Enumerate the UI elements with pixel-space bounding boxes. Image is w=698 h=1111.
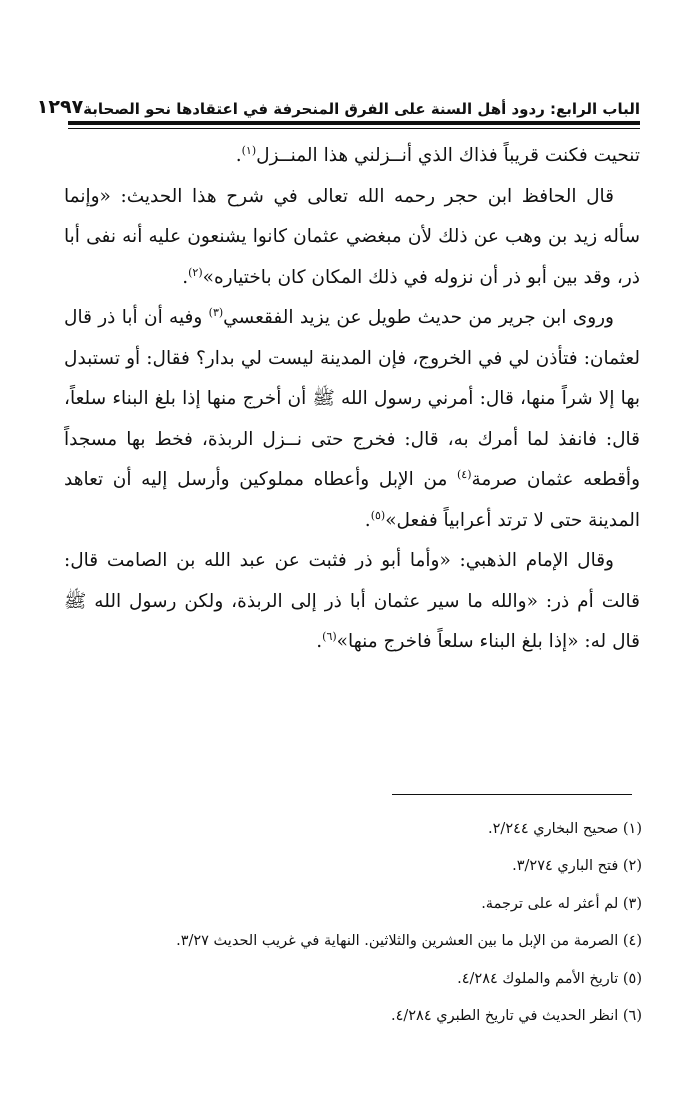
- paragraph-text: من الإبل وأعطاه مملوكين وأرسل إليه أن تعاهد المدينة حتى لا ترتد أعرابياً ففعل»: [64, 469, 640, 531]
- body-paragraph: [64, 298, 640, 541]
- paragraph-text: .: [235, 145, 242, 166]
- body-paragraph: [64, 541, 640, 663]
- paragraph-text: وفيه أن أبا ذر قال لعثمان: فتأذن لي في الخروج، فإن المدينة ليست لي بدار؟ فقال: أو تستبدل بها إلا شراً منها، قال: أمرني رسول الله ﷺ أن أخرج منها إذا بلغ البناء سلعاً، قال: فانفذ لما أمرك به، قال: فخرج حتى نــزل الربذة، فخط بها مسجداً وأقطعه عثمان صرمة: [64, 307, 641, 490]
- footnotes: [60, 811, 642, 1035]
- header-rule-thick: [68, 121, 640, 125]
- paragraph-text: قال الحافظ ابن حجر رحمه الله تعالى في شرح هذا الحديث: «وإنما سأله زيد بن وهب عن ذلك لأن مبغضي عثمان كانوا يشنعون عليه أنه نفى أبا ذر، وقد بين أبو ذر أن نزوله في ذلك المكان كان باختياره»: [64, 185, 640, 288]
- running-header: [36, 88, 640, 118]
- footnote-marker: (١): [241, 143, 257, 157]
- footnote-separator: [392, 794, 632, 795]
- paragraph-text: .: [316, 631, 323, 652]
- paragraph-text: .: [364, 509, 371, 531]
- footnote: (٤) الصرمة من الإبل ما بين العشرين والثلاثين. النهاية في غريب الحديث ٣/٢٧.: [176, 933, 642, 950]
- footnote-marker: (٢): [188, 265, 203, 279]
- paragraph-text: وروى ابن جرير من حديث طويل عن يزيد الفقعسي: [223, 307, 614, 328]
- footnote: (١) صحيح البخاري ٢/٢٤٤.: [488, 821, 642, 837]
- footnote-marker: (٣): [208, 305, 224, 319]
- header-rule-thin: [68, 128, 640, 129]
- footnote: (٢) فتح الباري ٣/٢٧٤.: [512, 858, 642, 875]
- page-number: ١٢٩٧: [36, 96, 84, 118]
- body-paragraph: [64, 177, 640, 299]
- chapter-title: الباب الرابع: ردود أهل السنة على الفرق المنحرفة في اعتقادها نحو الصحابة: [83, 100, 640, 118]
- footnote: (٥) تاريخ الأمم والملوك ٤/٢٨٤.: [457, 970, 642, 987]
- body-text: [64, 136, 640, 663]
- paragraph-text: .: [182, 266, 189, 288]
- footnote-marker: (٦): [322, 629, 337, 643]
- paragraph-text: تنحيت فكنت قريباً فذاك الذي أنــزلني هذا المنــزل: [256, 145, 640, 166]
- footnote: (٦) انظر الحديث في تاريخ الطبري ٤/٢٨٤.: [390, 1008, 642, 1025]
- footnote-marker: (٥): [370, 508, 386, 522]
- footnote-marker: (٤): [457, 467, 472, 481]
- footnote: (٣) لم أعثر له على ترجمة.: [481, 895, 642, 912]
- paragraph-text: وقال الإمام الذهبي: «وأما أبو ذر فثبت عن عبد الله بن الصامت قال: قالت أم ذر: «والله ما سير عثمان أبا ذر إلى الربذة، ولكن رسول الله ﷺ قال له: «إذا بلغ البناء سلعاً فاخرج منها»: [64, 550, 640, 652]
- body-paragraph: [64, 136, 640, 177]
